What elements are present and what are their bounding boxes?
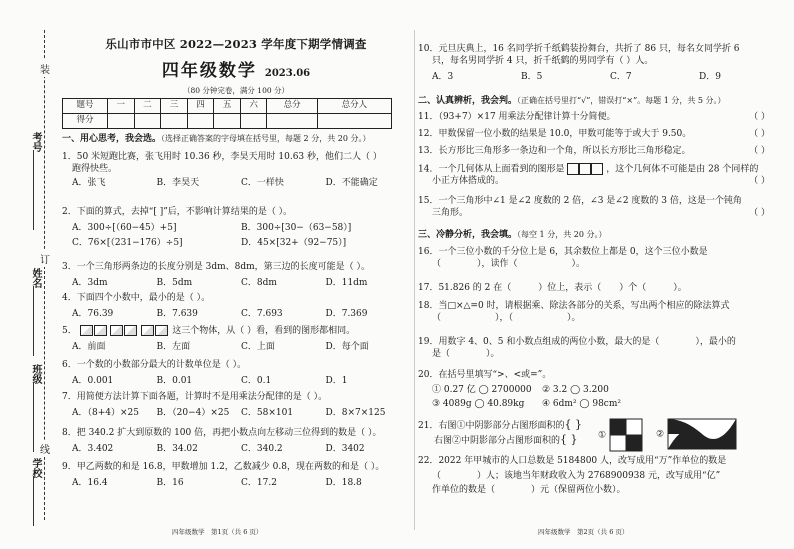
question-17 [418,283,788,295]
option-a[interactable]: A．张飞 [72,178,106,189]
section-1-heading [62,134,410,146]
question-9 [62,462,410,489]
answer-blanks[interactable]: 是（ ）。 [432,348,500,359]
score-cell: 四 [187,99,214,114]
exam-title: 乐山市市中区 2022—2023 学年度下期学情调查 [105,37,367,51]
question-stem-cont: 右图②中阴影部分占图形面积的 [434,435,561,446]
question-stem: 2．下面的算式，去掉“[ ]”后，不影响计算结果的是（ ）。 [62,207,293,217]
question-stem: 1．50 米短跑比赛，张飞用时 10.36 秒，李昊天用时 10.63 秒，他们二人（ ） [62,152,382,162]
section-3-hint: （每空 1 分，共 20 分。） [517,230,607,239]
figure-1 [598,418,643,452]
score-header-row [63,99,392,114]
time-note: （80 分钟完卷，满分 100 分） [182,86,289,95]
question-stem: 7．用简便方法计算下面各题，计算时不是用乘法分配律的是（ ）。 [62,392,328,402]
score-table [62,98,392,129]
question-20 [418,370,788,411]
option-a[interactable]: A．76.39 [72,308,114,319]
score-input[interactable] [317,114,391,129]
question-3 [62,262,410,289]
question-15 [418,196,788,219]
class-line [33,382,34,452]
question-10 [418,44,788,84]
question-stem: 20．在括号里填写“>、<或=”。 [418,370,552,380]
question-stem: 22．2022 年甲城市的人口总数是 5184800 人，改写成用“万”作单位的数是 [418,456,727,466]
question-stem: 18．当□×△=0 时，请根据乘、除法各部分的关系，写出两个相应的除法算式 [418,301,730,311]
question-stem: 8．把 340.2 扩大到原数的 100 倍，再把小数点向左移动三位得到的数是（ ）。 [62,428,382,438]
option-d[interactable]: D．45×[32+（92−75）] [241,238,347,249]
option-c[interactable]: C．上面 [241,341,275,352]
question-16 [418,247,788,270]
option-a[interactable]: A．300÷[（60−45）+5] [72,222,177,233]
option-a[interactable]: A．前面 [72,341,106,352]
option-a[interactable]: A．0.001 [72,375,114,386]
question-stem: 16．一个三位小数的千分位上是 6，其余数位上都是 0，这个三位小数是 [418,247,708,257]
question-stem-cont: 小正方体搭成的。 [432,176,505,187]
section-2-hint: （正确在括号里打“√”，错误打“×”。每题 1 分，共 5 分。） [517,96,726,105]
option-d[interactable]: D．7.369 [325,308,368,319]
score-cell: 六 [240,99,267,114]
page-footer-left: 四年级数学 第1页（共 6 页） [172,528,263,536]
score-input[interactable] [134,114,161,129]
top-view-figure-icon [567,165,603,175]
question-stem: 15．一个三角形中∠1 是∠2 度数的 2 倍，∠3 是∠2 度数的 3 倍，这是一个钝角 [418,196,742,206]
school-label: 学校 [30,458,41,478]
option-d[interactable]: D．不能确定 [325,178,378,189]
option-c[interactable]: C．340.2 [241,443,283,454]
question-12 [418,129,788,141]
option-b[interactable]: B．16 [156,477,184,488]
binding-mark-1: 装 [40,60,50,77]
option-c[interactable]: C．一样快 [241,178,284,189]
section-1-title: 一、用心思考，我会选。 [62,134,162,144]
binding-margin [0,0,60,549]
binding-mark-3: 线 [40,440,50,457]
option-b[interactable]: B．300÷[30−（63−58）] [241,222,352,233]
question-4 [62,293,410,320]
score-cell: 题号 [63,99,108,114]
figure-1-marker: ① [598,430,607,441]
option-a[interactable]: A．3.402 [72,443,114,454]
option-a[interactable]: A．16.4 [72,477,108,488]
option-a[interactable]: A．（8+4）×25 [72,407,139,418]
compare-item[interactable]: ④ 6dm² ◯ 98cm² [542,399,621,410]
option-c[interactable]: C．0.1 [241,375,272,386]
compare-item[interactable]: ② 3.2 ◯ 3.200 [542,384,609,395]
answer-blanks[interactable]: （ ），读作（ ）。 [432,258,586,269]
answer-blank[interactable]: （ ） [749,146,770,156]
score-cell: 一 [108,99,135,114]
question-stem: 这三个物体，从（ ）看，看到的图形都相同。 [172,326,356,336]
question-13 [418,146,788,158]
question-5 [62,325,410,353]
question-stem: 4．下面四个小数中，最小的是（ ）。 [62,293,211,303]
answer-blank[interactable]: （ ） [749,176,770,187]
grade-title-row [62,60,410,82]
question-stem: 10．元旦庆典上，16 名同学折千纸鹤装扮舞台，共折了 86 只，每名女同学折 6 [418,44,740,54]
score-input[interactable] [214,114,241,129]
score-cell: 二 [134,99,161,114]
fraction-blank[interactable]: { } [560,432,578,446]
score-input[interactable] [240,114,267,129]
option-c[interactable]: C．7 [610,72,632,83]
option-a[interactable]: A．3 [432,72,454,83]
section-2-heading [418,96,788,108]
option-b[interactable]: B．5 [521,72,543,83]
option-b[interactable]: B．5dm [156,277,193,288]
grade-title: 四年级数学 [161,61,257,81]
question-14 [418,163,788,188]
question-stem: 13．长方形比三角形多一条边和一个角，所以长方形比三角形稳定。 [418,146,691,156]
question-7 [62,392,410,419]
compare-item[interactable]: ① 0.27 亿 ◯ 2700000 [432,384,532,395]
right-page [418,0,790,549]
question-stem-cont: 三角形。 [432,207,469,218]
question-2 [62,207,410,250]
score-label-cell: 得分 [63,114,108,129]
question-stem[interactable]: 17．51.826 的 2 在（ ）位上，表示（ ）个（ ）。 [418,283,687,293]
class-label: 班级 [30,364,41,384]
score-cell: 总分 [267,99,317,114]
question-stem-cont[interactable]: 作单位的数是（ ）元（保留两位小数）。 [432,485,626,496]
section-2-title: 二、认真辨析，我会判。 [418,96,518,106]
answer-blank[interactable]: （ ） [749,207,770,218]
answer-blank[interactable]: （ ） [749,129,770,139]
option-c[interactable]: C．76×[（231−176）÷5] [72,238,183,249]
answer-blank[interactable]: （ ） [749,112,770,122]
cube-figure-icon [141,326,169,336]
exam-date: 2023.06 [264,68,311,79]
score-cell: 三 [161,99,188,114]
option-c[interactable]: C．8dm [241,277,277,288]
section-1-hint: （选择正确答案的字母填在括号里，每题 2 分，共 20 分。） [161,134,371,143]
page-divider [414,30,415,530]
question-stem-cont: 只，每名男同学折 4 只，折千纸鹤的男同学有（ ）人。 [432,55,654,66]
option-d[interactable]: D．11dm [325,277,368,288]
name-label: 姓名 [30,268,41,288]
option-b[interactable]: B．左面 [156,341,191,352]
left-page [62,0,410,549]
option-b[interactable]: B．34.02 [156,443,198,454]
question-stem: 9．甲乙两数的和是 16.8，甲数增加 1.2，乙数减少 0.8，现在两数的和是（ ）。 [62,462,385,472]
question-18 [418,301,788,324]
shaded-rectangle-figure-icon [667,418,737,450]
section-3-title: 三、冷静分析，我会填。 [418,230,518,240]
shaded-square-figure-icon [609,418,643,452]
school-line [33,476,34,526]
option-d[interactable]: D．1 [325,375,348,386]
figure-2-marker: ② [656,429,665,440]
question-number: 5． [62,326,77,336]
question-stem-cont: 跑得快些。 [72,163,118,174]
question-19 [418,337,788,360]
question-stem: 14．一个几何体从上面看到的图形是 [418,164,565,175]
question-21 [418,418,788,447]
option-a[interactable]: A．3dm [72,277,108,288]
option-d[interactable]: D．18.8 [325,477,362,488]
exam-number-line [33,150,34,230]
score-input[interactable] [187,114,214,129]
exam-number-label: 考号 [30,132,41,152]
question-stem-cont: ，这个几何体不可能是由 28 个同样的 [606,164,759,175]
answer-blanks[interactable]: （ ），（ ）。 [432,312,581,323]
question-stem: 12．甲数保留一位小数的结果是 10.0，甲数可能等于或大于 9.50。 [418,129,692,139]
binding-mark-2: 订 [40,250,50,267]
question-11 [418,112,788,124]
option-d[interactable]: D．8×7×125 [325,407,386,418]
question-stem: 6．一个数的小数部分最大的计数单位是（ ）。 [62,360,247,370]
question-8 [62,428,410,455]
option-c[interactable]: C．7.693 [241,308,283,319]
option-d[interactable]: D．每个面 [325,341,369,352]
fraction-blank[interactable]: { } [564,418,582,431]
option-b[interactable]: B．李昊天 [156,178,200,189]
option-c[interactable]: C．17.2 [241,477,277,488]
question-stem: 3．一个三角形两条边的长度分别是 3dm、8dm，第三边的长度可能是（ ）。 [62,262,370,272]
question-stem: 21．右图①中阴影部分占图形面积的 [418,421,565,431]
cube-figure-icon [80,326,108,336]
compare-item[interactable]: ③ 4089g ◯ 40.89kg [432,399,525,410]
option-b[interactable]: B．7.639 [156,308,198,319]
score-input[interactable] [267,114,317,129]
question-stem-cont[interactable]: （ ）人；该地当年财政收入为 2768900938 元，改写成用“亿” [432,470,721,481]
score-cell: 五 [214,99,241,114]
option-b[interactable]: B．（20−4）×25 [156,407,230,418]
section-3-heading [418,230,788,242]
question-stem: 11．（93+7）×17 用乘法分配律计算十分简便。 [418,112,616,122]
figure-2 [656,418,737,450]
score-value-row [63,114,392,129]
name-line [33,286,34,356]
question-6 [62,360,410,387]
score-cell: 总分人 [317,99,391,114]
score-input[interactable] [108,114,135,129]
question-22 [418,456,788,497]
option-b[interactable]: B．0.01 [156,375,193,386]
page-footer-right: 四年级数学 第2页（共 6 页） [538,528,629,536]
cube-figure-icon [110,326,138,336]
question-stem: 19．用数字 4、0、5 和小数点组成的两位小数，最大的是（ ），最小的 [418,337,736,347]
option-c[interactable]: C．58×101 [241,407,294,418]
option-d[interactable]: D．3402 [325,443,365,454]
option-d[interactable]: D．9 [699,72,721,83]
question-1 [62,152,410,190]
score-input[interactable] [161,114,188,129]
